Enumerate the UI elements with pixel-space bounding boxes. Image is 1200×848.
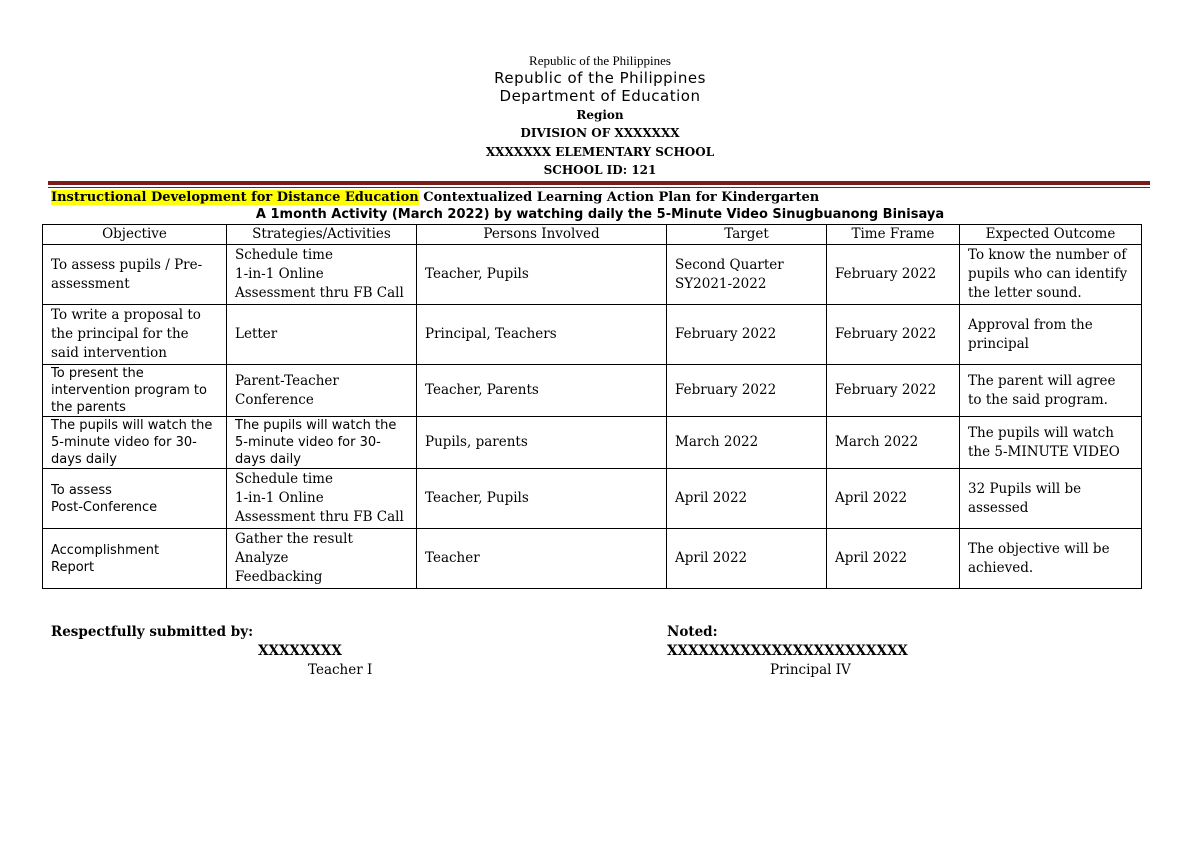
noted-label: Noted: <box>667 624 718 640</box>
cell-text: The pupils will watch the 5-MINUTE VIDEO <box>968 424 1120 460</box>
cell-text: Gather the result Analyze Feedbacking <box>235 531 353 585</box>
cell-text: Accomplishment Report <box>51 542 160 575</box>
cell-objective <box>43 469 227 529</box>
cell-strategies <box>227 365 417 417</box>
cell-text: April 2022 <box>835 550 908 566</box>
cell-text: 32 Pupils will be assessed <box>968 480 1082 516</box>
cell-text: Pupils, parents <box>425 434 528 450</box>
header-school: XXXXXXX ELEMENTARY SCHOOL <box>485 145 715 159</box>
cell-persons <box>417 529 667 589</box>
cell-target <box>667 305 827 365</box>
submitted-by-title: Teacher I <box>308 662 373 678</box>
cell-target <box>667 529 827 589</box>
cell-outcome <box>960 365 1142 417</box>
cell-strategies <box>227 245 417 305</box>
cell-time-frame <box>827 417 960 469</box>
cell-text: Schedule time 1-in-1 Online Assessment thru FB Call <box>235 247 404 301</box>
cell-text: To know the number of pupils who can identify the letter sound. <box>968 247 1128 301</box>
cell-text: To present the intervention program to the parents <box>51 366 207 415</box>
cell-persons <box>417 245 667 305</box>
submitted-by-label: Respectfully submitted by: <box>51 624 254 640</box>
cell-persons <box>417 469 667 529</box>
cell-strategies <box>227 469 417 529</box>
col-header-persons: Persons Involved <box>417 225 667 245</box>
cell-text: Letter <box>235 326 278 342</box>
cell-text: Teacher, Pupils <box>425 266 529 282</box>
header-school-id: SCHOOL ID: 121 <box>543 163 657 177</box>
cell-text: March 2022 <box>835 434 919 450</box>
table-row <box>43 245 1142 305</box>
submitted-by-name: XXXXXXXX <box>258 643 342 659</box>
cell-target <box>667 469 827 529</box>
cell-text: March 2022 <box>675 434 759 450</box>
cell-text: February 2022 <box>835 266 937 282</box>
cell-outcome <box>960 245 1142 305</box>
cell-text: Teacher <box>425 550 480 566</box>
cell-outcome <box>960 305 1142 365</box>
cell-target <box>667 245 827 305</box>
cell-time-frame <box>827 469 960 529</box>
header-region: Region <box>576 108 624 122</box>
header-department: Department of Education <box>499 87 701 105</box>
cell-text: February 2022 <box>835 326 937 342</box>
cell-text: Teacher, Pupils <box>425 490 529 506</box>
cell-objective <box>43 529 227 589</box>
cell-text: Second Quarter SY2021-2022 <box>675 256 784 292</box>
table-header-row <box>43 225 1142 245</box>
cell-text: April 2022 <box>675 550 748 566</box>
cell-objective <box>43 365 227 417</box>
table-row <box>43 469 1142 529</box>
cell-objective <box>43 305 227 365</box>
table-row <box>43 365 1142 417</box>
table-row <box>43 529 1142 589</box>
cell-time-frame <box>827 365 960 417</box>
cell-strategies <box>227 529 417 589</box>
header-divider-thin <box>48 187 1150 188</box>
cell-text: To assess pupils / Pre-assessment <box>51 256 203 292</box>
cell-text: February 2022 <box>675 326 777 342</box>
col-header-strategies: Strategies/Activities <box>227 225 417 245</box>
cell-text: The pupils will watch the 5-minute video for 30-days daily <box>51 418 213 467</box>
title-highlight: Instructional Development for Distance Education <box>51 190 419 205</box>
cell-persons <box>417 305 667 365</box>
cell-text: The parent will agree to the said program. <box>968 372 1116 408</box>
noted-title: Principal IV <box>770 662 851 678</box>
cell-text: Principal, Teachers <box>425 326 557 342</box>
cell-strategies <box>227 417 417 469</box>
cell-text: February 2022 <box>675 382 777 398</box>
cell-target <box>667 417 827 469</box>
cell-text: April 2022 <box>675 490 748 506</box>
cell-strategies <box>227 305 417 365</box>
cell-text: February 2022 <box>835 382 937 398</box>
cell-outcome <box>960 469 1142 529</box>
cell-text: Parent-Teacher Conference <box>235 372 339 408</box>
cell-text: Teacher, Parents <box>425 382 539 398</box>
cell-text: Approval from the principal <box>968 316 1093 352</box>
title-rest: Contextualized Learning Action Plan for Kindergarten <box>418 190 820 205</box>
cell-persons <box>417 417 667 469</box>
cell-time-frame <box>827 245 960 305</box>
cell-text: The objective will be achieved. <box>968 540 1110 576</box>
noted-name: XXXXXXXXXXXXXXXXXXXXXXX <box>667 643 908 659</box>
cell-time-frame <box>827 305 960 365</box>
cell-time-frame <box>827 529 960 589</box>
header-republic-small: Republic of the Philippines <box>529 53 671 68</box>
cell-text: To assess Post-Conference <box>51 482 158 515</box>
action-plan-table <box>42 224 1142 589</box>
cell-outcome <box>960 417 1142 469</box>
col-header-time-frame: Time Frame <box>827 225 960 245</box>
col-header-outcome: Expected Outcome <box>960 225 1142 245</box>
cell-text: The pupils will watch the 5-minute video for 30-days daily <box>235 418 397 467</box>
cell-objective <box>43 245 227 305</box>
header-republic: Republic of the Philippines <box>494 69 706 87</box>
header-division: DIVISION OF XXXXXXX <box>520 126 680 140</box>
document-subtitle: A 1month Activity (March 2022) by watching daily the 5-Minute Video Sinugbuanong Binisaya <box>255 207 945 222</box>
table-row <box>43 305 1142 365</box>
table-row <box>43 417 1142 469</box>
document-title <box>51 190 819 205</box>
cell-text: April 2022 <box>835 490 908 506</box>
cell-outcome <box>960 529 1142 589</box>
cell-text: Schedule time 1-in-1 Online Assessment thru FB Call <box>235 471 404 525</box>
header-divider-thick <box>48 181 1150 185</box>
cell-target <box>667 365 827 417</box>
cell-persons <box>417 365 667 417</box>
col-header-target: Target <box>667 225 827 245</box>
col-header-objective: Objective <box>43 225 227 245</box>
cell-text: To write a proposal to the principal for the said intervention <box>51 307 201 361</box>
cell-objective <box>43 417 227 469</box>
